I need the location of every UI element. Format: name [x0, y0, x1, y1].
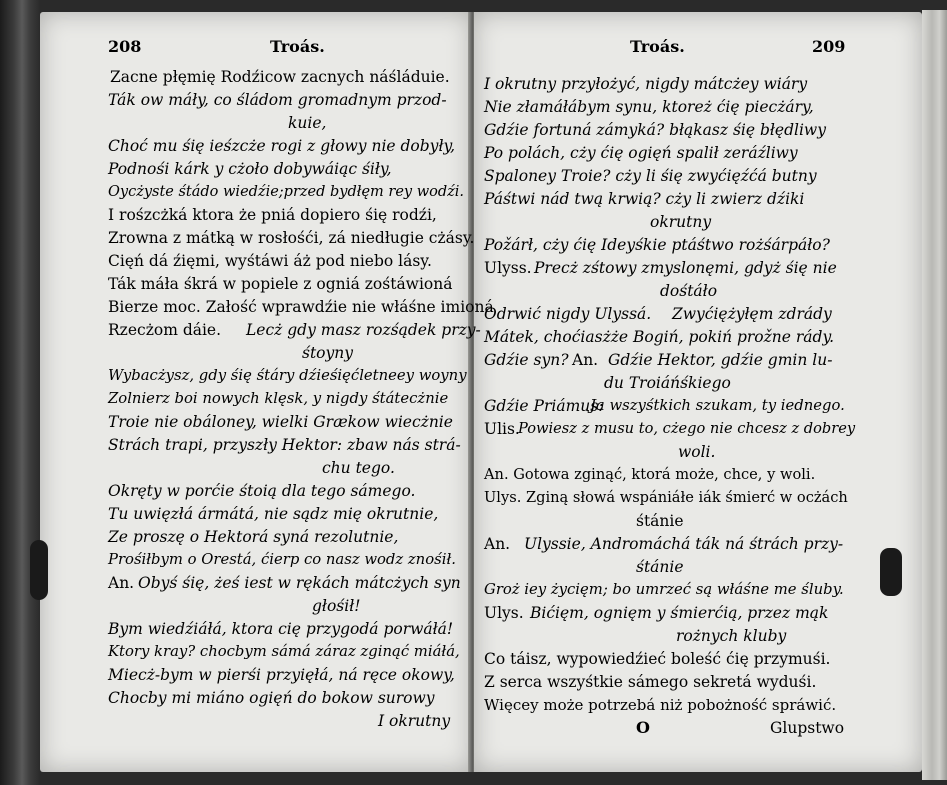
text-line: Oycżyste śtádo wiedźie;przed bydłęm rey wodźi.: [108, 184, 465, 200]
text-line: Páśtwi nád twą krwią? cży li zwierz dźiki: [484, 190, 805, 208]
text-line: Powiesz z musu to, cżego nie chcesz z dobrey: [518, 420, 856, 437]
text-line: Rzecżom dáie.: [108, 321, 222, 339]
text-line: śtánie: [636, 558, 684, 576]
text-line: Okręty w porćie śtoią dla tego sámego.: [108, 482, 416, 500]
text-line: chu tego.: [322, 459, 395, 477]
page-edges: [922, 10, 947, 780]
text-line: Groż iey życięm; bo umrzeć są włáśne me śluby.: [484, 581, 844, 598]
text-line: Gdźie fortuná zámyká? błąkasz śię błędliwy: [484, 121, 826, 139]
text-line: Tu uwięzłá ármátá, nie sądz mię okrutnie,: [108, 505, 439, 523]
text-line: Po polách, cży ćię ogięń spalił zeráźliwy: [484, 144, 798, 162]
text-line: Nie złamáłábym synu, ktoreż ćię piecżáry,: [484, 98, 814, 116]
text-line: Zwyćiężyłęm zdrády: [672, 305, 832, 323]
text-line: Lecż gdy masz rozśądek przy-: [246, 321, 481, 339]
text-line: kuie,: [288, 114, 327, 132]
text-line: I rośzcżká ktora że pniá dopiero śię rodźi,: [108, 206, 437, 224]
page-number-right: 209: [812, 37, 846, 56]
text-line: Gdźie Hektor, gdźie gmin lu-: [608, 351, 833, 369]
speaker-label: Ulys.: [484, 604, 524, 622]
text-line: An. Gotowa zginąć, ktorá może, chce, y woli.: [484, 466, 816, 483]
text-line: głośił!: [312, 597, 361, 615]
speaker-label: Ulis.: [484, 420, 520, 438]
text-line: Miecż-bym w pierśi przyięłá, ná ręce okowy,: [108, 666, 455, 684]
text-line: du Troiáńśkiego: [604, 374, 731, 392]
text-line: Z serca wszyśtkie sámego sekretá wyduśi.: [484, 673, 817, 691]
text-line: Strách trapi, przyszły Hektor: zbaw nás strá-: [108, 436, 461, 454]
text-line: Gdźie syn?: [484, 351, 569, 369]
text-line: Cięń dá źięmi, wyśtáwi áż pod niebo lásy.: [108, 252, 432, 270]
text-line: Troie nie obáloney, wielki Grækow wiecżnie: [108, 413, 453, 431]
text-line: Odrwić nigdy Ulyssá.: [484, 305, 652, 323]
text-line: Požárł, cży ćię Ideyśkie ptáśtwo rożśárpáło?: [484, 236, 830, 254]
text-line: Zacne płęmię Rodźicow zacnych náśláduie.: [110, 68, 450, 86]
text-line: Podnośi kárk y cżoło dobywáiąc śiły,: [108, 160, 392, 178]
binding-clip-right: [880, 548, 902, 596]
text-line: Co táisz, wypowiedźieć boleść ćię przymuśi.: [484, 650, 831, 668]
text-line: śtánie: [636, 512, 684, 530]
text-line: Choć mu śię ieśzcże rogi z głowy nie dobyły,: [108, 137, 456, 155]
text-line: Zrowna z mátką w rosłośći, zá niedługie cżásy.: [108, 229, 475, 247]
text-line: Ja wszyśtkich szukam, ty iednego.: [590, 397, 845, 414]
text-line: Precż zśtowy zmyslonęmi, gdyż śię nie: [534, 259, 837, 277]
text-line: rożnych kluby: [676, 627, 787, 645]
text-line: Spaloney Troie? cży li śię zwyćięźćá butny: [484, 167, 817, 185]
text-line: Prośiłbym o Orestá, ćierp co nasz wodz znośił.: [108, 551, 456, 568]
binding-clip-left: [30, 540, 48, 600]
speaker-label: An.: [108, 574, 135, 592]
text-line: Mátek, choćiasżże Bogiń, pokiń prožne rády.: [484, 328, 835, 346]
text-line: Ulyssie, Andromáchá ták ná śtrách przy-: [524, 535, 844, 553]
text-line: Ze proszę o Hektorá syná rezolutnie,: [108, 528, 399, 546]
signature-mark: O: [636, 718, 650, 737]
text-line: Gdźie Priámus:: [484, 397, 604, 415]
text-line: Bierze moc. Załość wprawdźie nie włáśne imioná: [108, 298, 494, 316]
text-line: okrutny: [650, 213, 712, 231]
speaker-label: An.: [572, 351, 599, 369]
page-number-left: 208: [108, 37, 142, 56]
text-line: Więcey może potrzebá niż pobożność spráwić.: [484, 696, 837, 714]
text-line: Ktory kray? chocbym sámá záraz zginąć miáłá,: [108, 643, 460, 660]
text-line: dośtáło: [660, 282, 718, 300]
text-line: Ták máła śkrá w popiele z ogniá zośtáwioná: [108, 275, 453, 293]
text-line: Bym wiedźiáłá, ktora cię przygodá porwáłá!: [108, 620, 454, 638]
speaker-label: Ulyss.: [484, 259, 532, 277]
text-line: Obyś śię, żeś iest w rękách mátcżych syn: [138, 574, 461, 592]
running-head-right: Troás.: [630, 37, 685, 56]
speaker-label: An.: [484, 535, 511, 553]
text-line: Ulys. Zginą słowá wspániáłe iák śmierć w ocżách: [484, 489, 848, 506]
catchword: Glupstwo: [770, 719, 845, 737]
text-line: Wybacżysz, gdy śię śtáry dźieśięćletneey woyny: [108, 367, 467, 384]
running-head-left: Troás.: [270, 37, 325, 56]
text-line: Zolnierz boi nowych klęsk, y nigdy śtátecżnie: [108, 390, 449, 407]
text-line: woli.: [678, 443, 716, 461]
text-line: Chocby mi miáno ogięń do bokow surowy: [108, 689, 435, 707]
text-line: Bićięm, ognięm y śmierćią, przez mąk: [530, 604, 829, 622]
text-line: I okrutny przyłożyć, nigdy mátcżey wiáry: [484, 75, 808, 93]
text-line: Ták ow máły, co śládom gromadnym przod-: [108, 91, 447, 109]
catchword: I okrutny: [378, 712, 451, 730]
text-line: śtoyny: [302, 344, 354, 362]
